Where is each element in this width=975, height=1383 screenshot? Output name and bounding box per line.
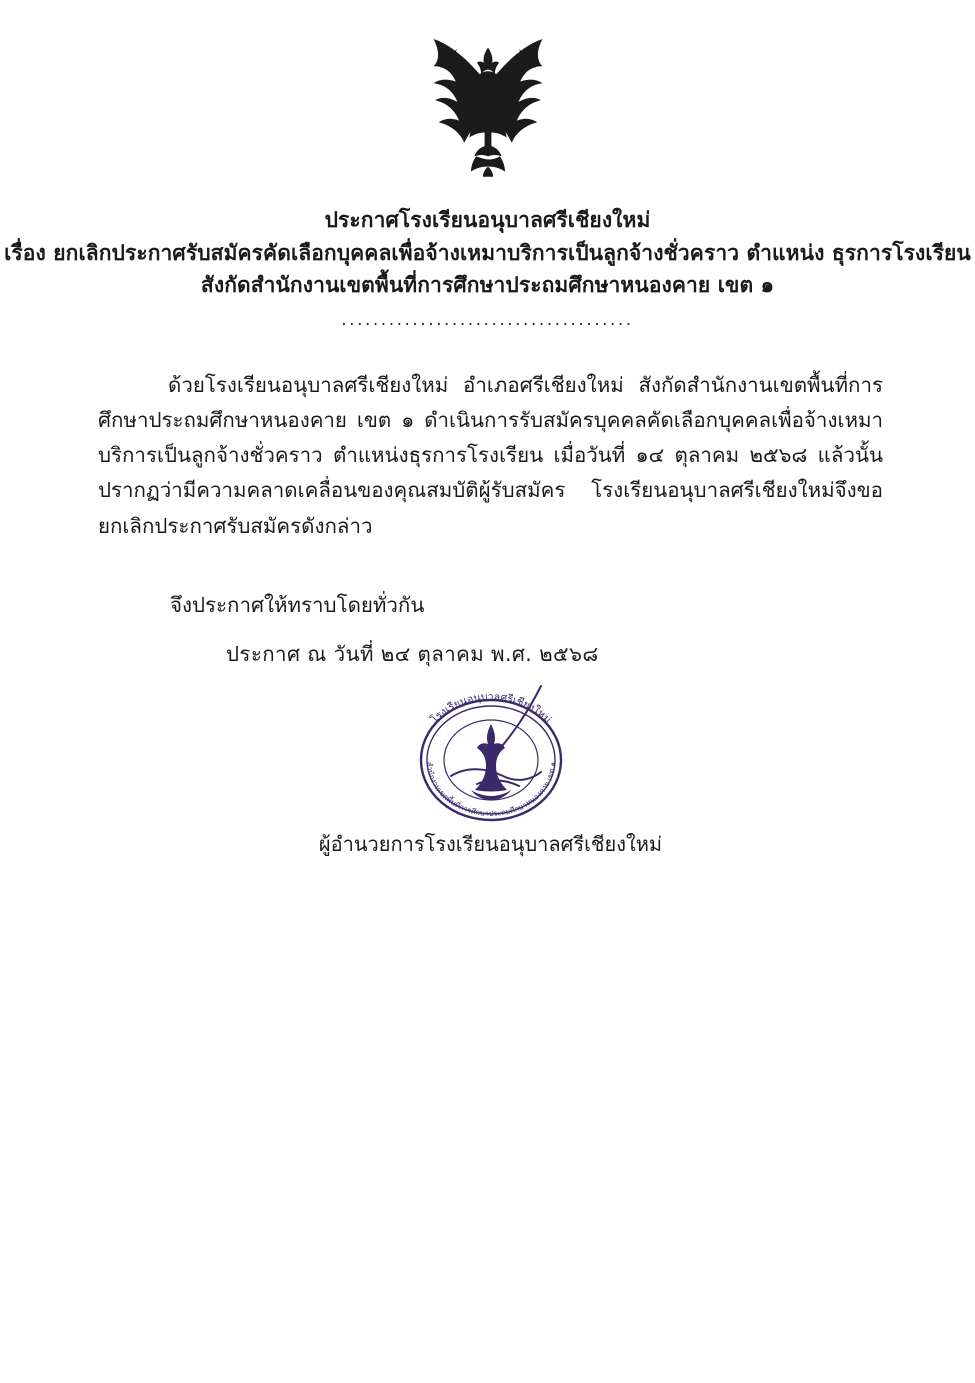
official-seal-icon (391, 680, 591, 840)
heading-divider: ..................................... (341, 309, 634, 330)
emblem-container (0, 0, 975, 182)
body-closing: จึงประกาศให้ทราบโดยทั่วกัน (170, 592, 425, 617)
document-heading (0, 204, 975, 330)
garuda-emblem-icon (403, 32, 573, 182)
body-date-line: ประกาศ ณ วันที่ ๒๔ ตุลาคม พ.ศ. ๒๕๖๘ (226, 642, 599, 667)
body-paragraph-1: ด้วยโรงเรียนอนุบาลศรีเชียงใหม่ อำเภอศรีเชียงใหม่ สังกัดสำนักงานเขตพื้นที่การศึกษาประถมศึกษาหนองคาย เขต ๑ ดำเนินการรับสมัครบุคคลคัดเลือกบุคคลเพื่อจ้างเหมาบริการเป็นลูกจ้างชั่วคราว ตำแหน่งธุรการโรงเรียน เมื่อวันที่ ๑๔ ตุลาคม ๒๕๖๘ แล้วนั้น ปรากฏว่ามีความคลาดเคลื่อนของคุณสมบัติผู้รับสมัคร โรงเรียนอนุบาลศรีเชียงใหม่จึงขอยกเลิกประกาศรับสมัครดังกล่าว (98, 372, 883, 538)
heading-line-2: เรื่อง ยกเลิกประกาศรับสมัครคัดเลือกบุคคลเพื่อจ้างเหมาบริการเป็นลูกจ้างชั่วคราว ตำแหน่ง ธุรการโรงเรียน (4, 240, 971, 265)
signature-area (98, 678, 883, 868)
svg-text:สำนักงานเขตพื้นที่การศึกษาประถ: สำนักงานเขตพื้นที่การศึกษาประถมศึกษาหนองคาย เขต ๑ (424, 761, 557, 819)
signature-title: ผู้อำนวยการโรงเรียนอนุบาลศรีเชียงใหม่ (318, 832, 663, 857)
document-body (90, 368, 885, 869)
heading-line-3: สังกัดสำนักงานเขตพื้นที่การศึกษาประถมศึกษาหนองคาย เขต ๑ (200, 273, 775, 298)
heading-line-1: ประกาศโรงเรียนอนุบาลศรีเชียงใหม่ (324, 208, 651, 232)
svg-text:โรงเรียนอนุบาลศรีเชียงใหม่: โรงเรียนอนุบาลศรีเชียงใหม่ (428, 691, 553, 727)
